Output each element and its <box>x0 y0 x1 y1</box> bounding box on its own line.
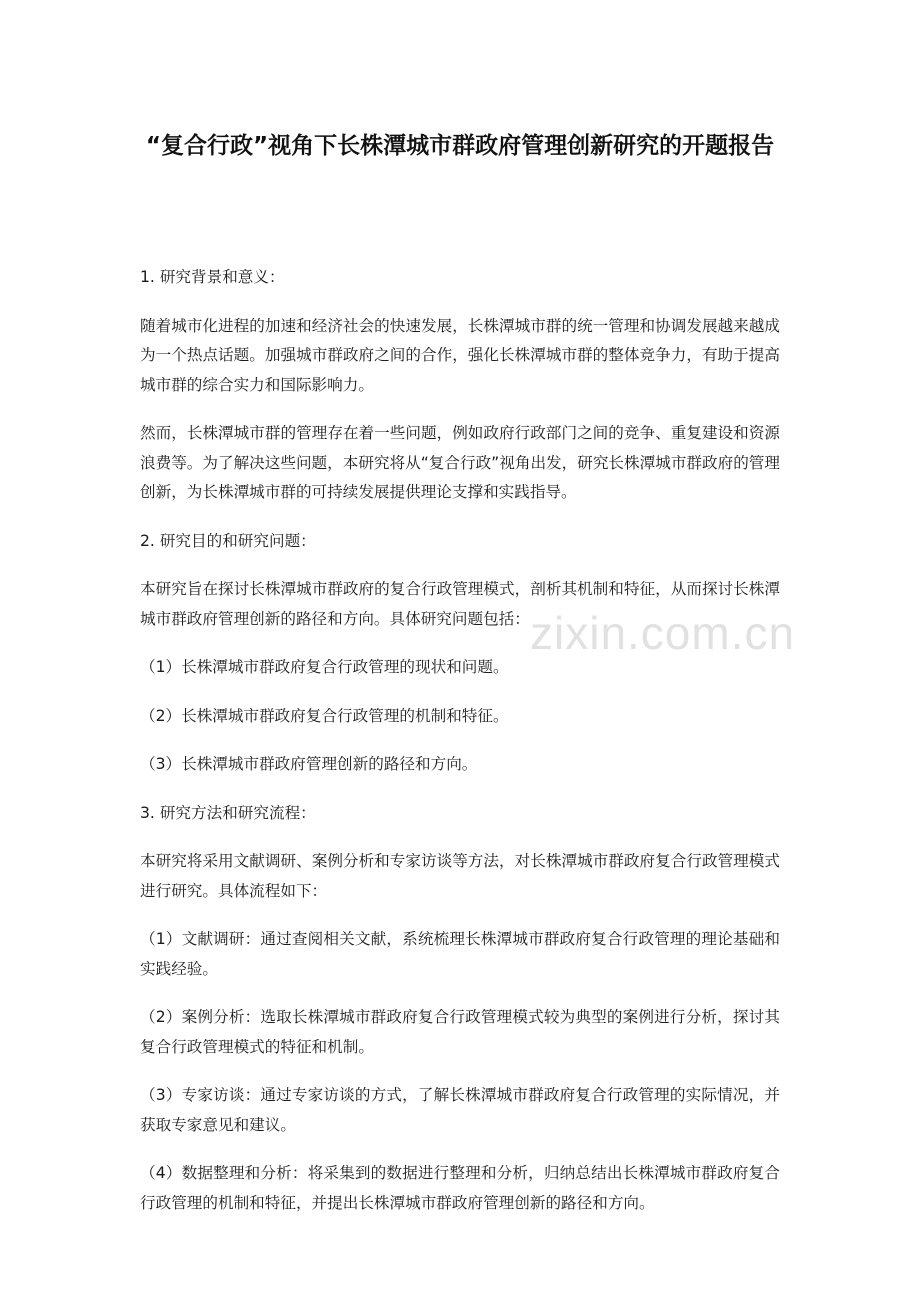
list-item: （3）专家访谈：通过专家访谈的方式，了解长株潭城市群政府复合行政管理的实际情况，并获取专家意见和建议。 <box>140 1086 780 1134</box>
section-heading-3: 3. 研究方法和研究流程： <box>140 803 316 822</box>
list-item: （1）文献调研：通过查阅相关文献，系统梳理长株潭城市群政府复合行政管理的理论基础和实践经验。 <box>140 930 780 978</box>
section-heading-1: 1. 研究背景和意义： <box>140 268 285 286</box>
paragraph: 然而，长株潭城市群的管理存在着一些问题，例如政府行政部门之间的竞争、重复建设和资源浪费等。为了解决这些问题，本研究将从“复合行政”视角出发，研究长株潭城市群政府的管理创新，为长株潭城市群的可持续发展提供理论支撑和实践指导。 <box>140 424 780 501</box>
list-item: （2）案例分析：选取长株潭城市群政府复合行政管理模式较为典型的案例进行分析，探讨其复合行政管理模式的特征和机制。 <box>140 1008 780 1056</box>
document-body <box>140 263 780 1237</box>
document-title: “复合行政”视角下长株潭城市群政府管理创新研究的开题报告 <box>145 133 775 159</box>
paragraph: 本研究旨在探讨长株潭城市群政府的复合行政管理模式，剖析其机制和特征，从而探讨长株潭城市群政府管理创新的路径和方向。具体研究问题包括： <box>140 580 780 628</box>
list-item: （1）长株潭城市群政府复合行政管理的现状和问题。 <box>140 658 509 676</box>
paragraph: 本研究将采用文献调研、案例分析和专家访谈等方法，对长株潭城市群政府复合行政管理模式进行研究。具体流程如下： <box>140 852 780 900</box>
list-item: （3）长株潭城市群政府管理创新的路径和方向。 <box>140 755 478 773</box>
list-item: （2）长株潭城市群政府复合行政管理的机制和特征。 <box>140 706 509 725</box>
list-item: （4）数据整理和分析：将采集到的数据进行整理和分析，归纳总结出长株潭城市群政府复合行政管理的机制和特征，并提出长株潭城市群政府管理创新的路径和方向。 <box>140 1164 780 1212</box>
watermark-text: zixin.com.cn <box>530 607 796 659</box>
section-heading-2: 2. 研究目的和研究问题： <box>140 531 316 550</box>
paragraph: 随着城市化进程的加速和经济社会的快速发展，长株潭城市群的统一管理和协调发展越来越成为一个热点话题。加强城市群政府之间的合作，强化长株潭城市群的整体竞争力，有助于提高城市群的综合实力和国际影响力。 <box>140 316 780 394</box>
